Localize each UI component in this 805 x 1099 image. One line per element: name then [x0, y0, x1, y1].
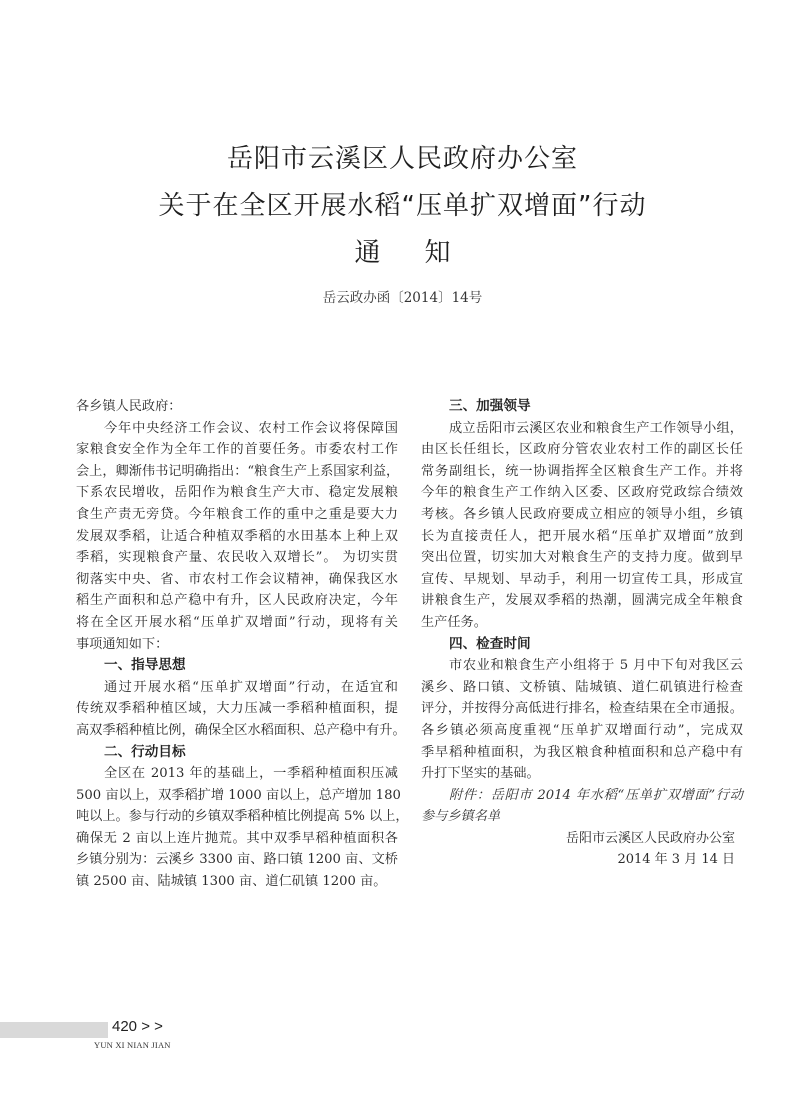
text-line: 镇 2500 亩、陆城镇 1300 亩、道仁矶镇 1200 亩。: [76, 874, 387, 890]
text-line: 市农业和粮食生产小组将于 5 月中下旬对我区云: [449, 658, 743, 674]
text-line: 会上，卿渐伟书记明确指出：“粮食生产上系国家利益，: [76, 463, 400, 479]
title-char-tong: 通: [354, 238, 381, 268]
text-line: 将在全区开展水稻“压单扩双增面”行动，现将有关: [76, 614, 398, 630]
text-line: 发展双季稻，让适合种植双季稻的水田基本上种上双: [76, 528, 398, 544]
left-column: [76, 396, 409, 893]
text-line: 传统双季稻种植区域，大力压减一季稻种植面积，提: [76, 701, 398, 717]
text-line: 各乡镇必须高度重视“压单扩双增面行动”，完成双: [421, 722, 743, 738]
text-line: 生产任务。: [421, 614, 487, 630]
text-line: 宣传、早规划、早动手，利用一切宣传工具，形成宣: [421, 571, 743, 587]
section-4-paragraph: [421, 655, 743, 785]
section-3-heading: 三、加强领导: [449, 398, 531, 414]
text-line: 成立岳阳市云溪区农业和粮食生产工作领导小组，: [449, 420, 743, 436]
text-line: 家粮食安全作为全年工作的首要任务。市委农村工作: [76, 442, 398, 458]
text-line: 季早稻种植面积，为我区粮食种植面积和总产稳中有: [421, 744, 743, 760]
text-line: 今年的粮食生产工作纳入区委、区政府党政综合绩效: [421, 485, 743, 501]
intro-paragraph: [76, 418, 398, 656]
text-line: 考核。各乡镇人民政府要成立相应的领导小组，乡镇: [421, 506, 743, 522]
text-line: 确保无 2 亩以上连片抛荒。其中双季早稻种植面积各: [76, 830, 398, 846]
text-line: 常务副组长，统一协调指挥全区粮食生产工作。并将: [421, 463, 743, 479]
text-line: 通过开展水稻“压单扩双增面”行动，在适宜和: [104, 679, 398, 695]
title-line-2: 关于在全区开展水稻“压单扩双增面”行动: [158, 191, 647, 221]
text-line: 高双季稻种植比例，确保全区水稻面积、总产稳中有升。: [76, 722, 406, 738]
text-line: 附件：岳阳市 2014 年水稻“压单扩双增面”行动: [449, 787, 743, 803]
text-line: 食生产责无旁贷。今年粮食工作的重中之重是要大力: [76, 506, 398, 522]
text-line: 500 亩以上，双季稻扩增 1000 亩以上，总产增加 180: [76, 787, 401, 803]
signature-issuer: 岳阳市云溪区人民政府办公室: [565, 830, 735, 846]
text-line: 今年中央经济工作会议、农村工作会议将保障国: [104, 420, 398, 436]
text-line: 吨以上。参与行动的乡镇双季稻种植比例提高 5% 以上，: [76, 809, 409, 825]
signature-date: 2014 年 3 月 14 日: [617, 852, 735, 868]
text-line: 溪乡、路口镇、文桥镇、陆城镇、道仁矶镇进行检查: [421, 679, 743, 695]
section-3-paragraph: [421, 418, 743, 634]
text-line: 突出位置，切实加大对粮食生产的支持力度。做到早: [421, 550, 743, 566]
text-line: 升打下坚实的基础。: [421, 766, 540, 782]
text-line: 讲粮食生产，发展双季稻的热潮，圆满完成全年粮食: [421, 593, 743, 609]
right-column: [421, 396, 743, 871]
salutation: 各乡镇人民政府：: [76, 399, 182, 414]
text-line: 全区在 2013 年的基础上，一季稻种植面积压减: [104, 766, 398, 782]
text-line: 由区长任组长，区政府分管农业农村工作的副区长任: [421, 442, 743, 458]
title-char-zhi: 知: [424, 238, 451, 268]
text-line: 下系农民增收，岳阳作为粮食生产大市、稳定发展粮: [76, 485, 398, 501]
section-1-paragraph: [76, 677, 406, 742]
section-2-paragraph: [76, 763, 409, 893]
text-line: 事项通知如下：: [76, 636, 169, 652]
section-1-heading: 一、指导思想: [104, 657, 186, 674]
text-line: 长为直接责任人，把开展水稻“压单扩双增面”放到: [421, 528, 743, 544]
page-number: 420 > >: [112, 1018, 163, 1035]
running-title: YUN XI NIAN JIAN: [94, 1040, 171, 1050]
text-line: 稻生产面积和总产稳中有升，区人民政府决定，今年: [76, 593, 398, 609]
title-line-3: [0, 230, 805, 277]
text-line: 乡镇分别为：云溪乡 3300 亩、路口镇 1200 亩、文桥: [76, 852, 398, 868]
text-line: 参与乡镇名单: [421, 809, 501, 825]
document-number: 岳云政办函〔2014〕14号: [322, 290, 483, 306]
text-line: 季稻，实现粮食产量、农民收入双增长”。 为切实贯: [76, 550, 398, 566]
text-line: 评分，并按得分高低进行排名，检查结果在全市通报。: [421, 701, 743, 717]
section-4-heading: 四、检查时间: [449, 635, 531, 652]
section-2-heading: 二、行动目标: [104, 743, 186, 760]
document-title: [0, 136, 805, 277]
footer-bar: [0, 1022, 108, 1038]
title-line-1: 岳阳市云溪区人民政府办公室: [226, 144, 578, 174]
attachment-note: [421, 785, 743, 828]
text-line: 彻落实中央、省、市农村工作会议精神，确保我区水: [76, 571, 398, 587]
